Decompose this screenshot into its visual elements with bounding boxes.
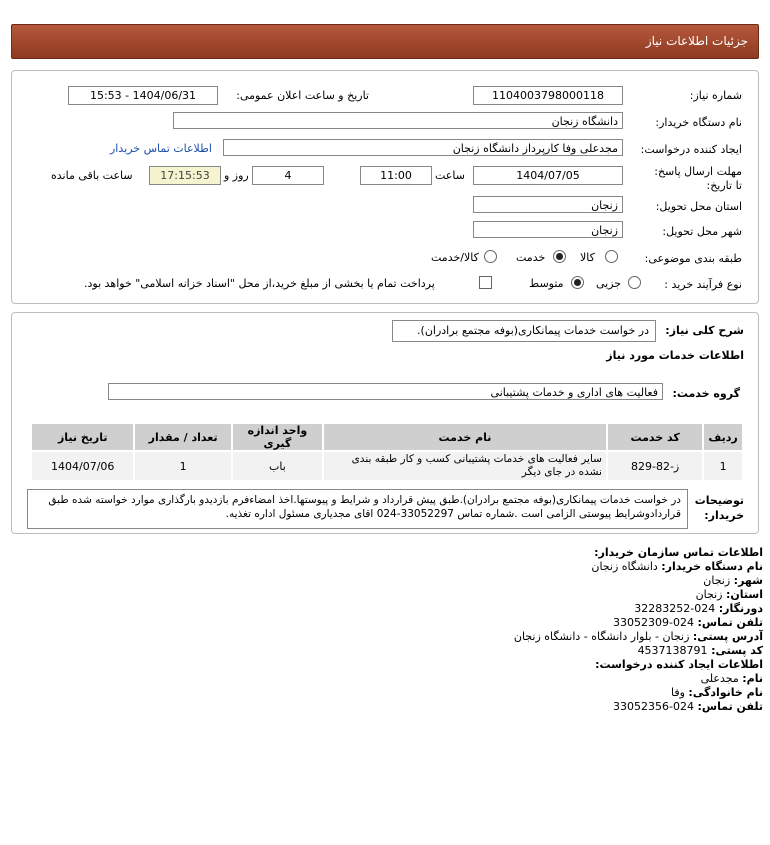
announce-field: 1404/06/31 - 15:53 (68, 86, 218, 105)
contact-postal-line (638, 644, 763, 657)
days-label: روز و (224, 169, 249, 182)
contact-postal-label: کد پستی: (711, 644, 763, 657)
cell-row: 1 (704, 452, 742, 480)
cell-unit: باب (233, 452, 322, 480)
creator-family-line (671, 686, 763, 699)
remaining-label: ساعت باقی مانده (51, 169, 133, 182)
page-title: جزئیات اطلاعات نیاز (645, 34, 748, 48)
creator-name-label: نام: (742, 672, 763, 685)
cell-name: سایر فعالیت های خدمات پشتیبانی کسب و کار طبقه بندی نشده در جای دیگر (324, 452, 606, 480)
contact-province-label: استان: (726, 588, 763, 601)
service-group-field: فعالیت های اداری و خدمات پشتیبانی (108, 383, 663, 400)
creator-heading: اطلاعات ایجاد کننده درخواست: (595, 658, 763, 671)
general-description-label: شرح کلی نیاز: (665, 324, 744, 337)
contact-postal-value: 4537138791 (637, 644, 708, 657)
buyer-notes-label: توضیحات خریدار: (694, 494, 744, 522)
category-goods-service-label: کالا/خدمت (431, 251, 479, 264)
contact-heading: اطلاعات تماس سازمان خریدار: (594, 546, 763, 559)
deadline-hour-label: ساعت (435, 169, 465, 182)
general-description-text: در خواست خدمات پیمانکاری(بوفه مجتمع برادران). (417, 324, 649, 337)
services-table (30, 422, 744, 482)
contact-city-label: شهر: (733, 574, 763, 587)
creator-family-value: وفا (671, 686, 685, 699)
deadline-label: مهلت ارسال پاسخ: تا تاریخ: (654, 165, 742, 192)
buyer-contact-link[interactable]: اطلاعات تماس خریدار (110, 142, 212, 155)
page-header (11, 24, 759, 59)
contact-phone-line (613, 616, 763, 629)
remaining-timer: 17:15:53 (149, 166, 221, 185)
category-goods-service-radio[interactable] (484, 250, 497, 263)
category-service-label: خدمت (516, 251, 546, 264)
services-table-header (32, 424, 742, 450)
process-minor-label: جزیی (596, 277, 622, 290)
province-label: استان محل تحویل: (655, 200, 742, 213)
contact-org-line (591, 560, 763, 573)
creator-field: مجدعلی وفا کارپرداز دانشگاه زنجان (223, 139, 623, 156)
contact-address-value: زنجان - بلوار دانشگاه - دانشگاه زنجان (513, 630, 690, 643)
need-info-panel (11, 70, 759, 304)
deadline-date-field: 1404/07/05 (473, 166, 623, 185)
category-label: طبقه بندی موضوعی: (644, 252, 742, 265)
process-label: نوع فرآیند خرید : (664, 278, 742, 291)
creator-name-value: مجدعلی (700, 672, 739, 685)
creator-label: ایجاد کننده درخواست: (640, 143, 742, 156)
services-heading: اطلاعات خدمات مورد نیاز (606, 349, 744, 362)
process-minor-radio[interactable] (628, 276, 641, 289)
need-number-label: شماره نیاز: (689, 89, 742, 102)
buyer-org-label: نام دستگاه خریدار: (655, 116, 742, 129)
buyer-notes-text: در خواست خدمات پیمانکاری(بوفه مجتمع برادران).طبق پیش قرارداد و شرایط و پیوستها.اخذ امضاءفرم بازدیدو بارگذاری موارد خواسته شده طبق قراردادوشرایط پیوستی الزامی است .شماره تماس 33052297-024 اقای مجدیاری مسئول اداره تغذیه. (48, 494, 681, 520)
city-label: شهر محل تحویل: (662, 225, 742, 238)
contact-province-line (696, 588, 763, 601)
col-unit: واحد اندازه گیری (233, 424, 322, 450)
category-goods-radio[interactable] (605, 250, 618, 263)
creator-phone-line (613, 700, 763, 713)
process-medium-label: متوسط (529, 277, 564, 290)
col-date: تاریخ نیاز (32, 424, 133, 450)
buyer-org-field: دانشگاه زنجان (173, 112, 623, 129)
province-field: زنجان (473, 196, 623, 213)
creator-phone-value: 024-33052356 (613, 700, 695, 713)
table-row (32, 452, 742, 480)
contact-province-value: زنجان (695, 588, 723, 601)
col-name: نام خدمت (324, 424, 606, 450)
treasury-note: پرداخت تمام یا بخشی از مبلغ خرید،از محل "اسناد خزانه اسلامی" خواهد بود. (84, 277, 435, 290)
contact-fax-line (634, 602, 763, 615)
creator-phone-label: تلفن تماس: (697, 700, 763, 713)
announce-label: تاریخ و ساعت اعلان عمومی: (236, 89, 369, 102)
city-field: زنجان (473, 221, 623, 238)
service-group-label: گروه خدمت: (672, 387, 740, 400)
cell-date: 1404/07/06 (32, 452, 133, 480)
creator-family-label: نام خانوادگی: (688, 686, 763, 699)
contact-city-value: زنجان (703, 574, 731, 587)
contact-city-line (703, 574, 763, 587)
cell-code: ز-82-829 (608, 452, 702, 480)
buyer-notes-box (27, 489, 688, 529)
treasury-checkbox[interactable] (479, 276, 492, 289)
contact-address-label: آدرس پستی: (692, 630, 763, 643)
days-field: 4 (252, 166, 324, 185)
col-row: ردیف (704, 424, 742, 450)
contact-phone-value: 024-33052309 (613, 616, 695, 629)
process-medium-radio[interactable] (571, 276, 584, 289)
contact-org-label: نام دستگاه خریدار: (661, 560, 763, 573)
col-qty: تعداد / مقدار (135, 424, 230, 450)
cell-qty: 1 (135, 452, 230, 480)
col-code: کد خدمت (608, 424, 702, 450)
contact-phone-label: تلفن تماس: (697, 616, 763, 629)
contact-fax-value: 024-32283252 (634, 602, 716, 615)
contact-address-line (514, 630, 763, 643)
need-number-field: 1104003798000118 (473, 86, 623, 105)
creator-name-line (701, 672, 763, 685)
contact-fax-label: دورنگار: (718, 602, 763, 615)
category-service-radio[interactable] (553, 250, 566, 263)
contact-org-value: دانشگاه زنجان (591, 560, 658, 573)
category-goods-label: کالا (580, 251, 595, 264)
general-description-field (392, 320, 656, 342)
deadline-hour-field: 11:00 (360, 166, 432, 185)
